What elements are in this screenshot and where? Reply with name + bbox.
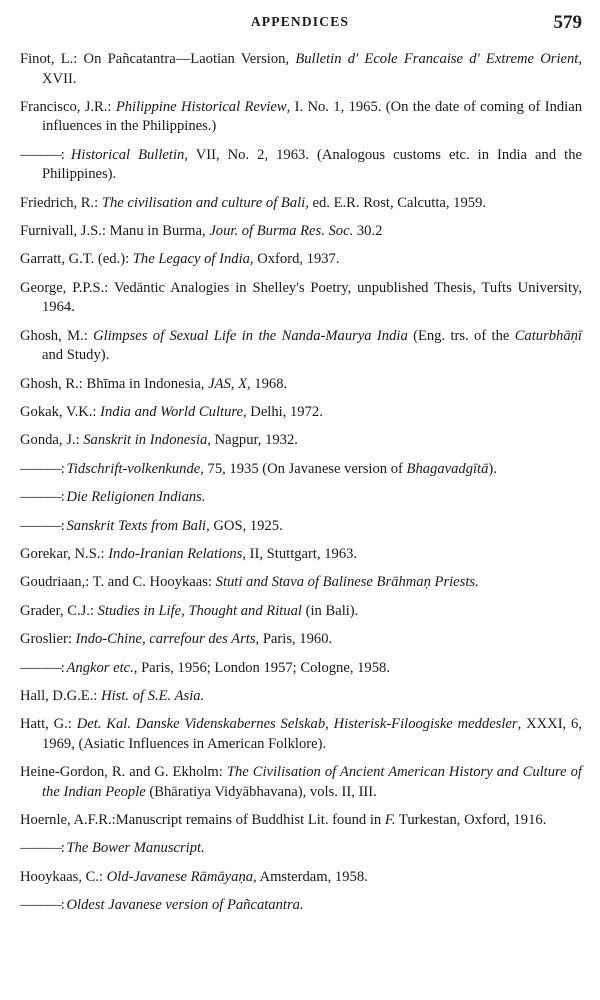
entry-text: (in Bali). xyxy=(301,602,359,619)
bibliography-entry xyxy=(20,763,582,802)
entry-text: Garratt, G.T. (ed.): xyxy=(20,251,133,268)
bibliography-entry xyxy=(20,659,582,679)
entry-text: Ghosh, M.: xyxy=(20,327,94,344)
entry-text: (Eng. trs. of the xyxy=(407,327,515,344)
ditto-dash: ———: xyxy=(20,840,67,857)
entry-title-text: Det. Kal. Danske Videnskabernes Selskab, Histerisk-Filoogiske meddesler xyxy=(76,716,518,733)
entry-title-text: Jour. of Burma Res. Soc. xyxy=(209,223,354,240)
bibliography-entry xyxy=(20,146,582,185)
entry-text: Furnivall, J.S.: Manu in Burma, xyxy=(20,223,210,240)
entry-title-text: Angkor etc. xyxy=(66,659,134,676)
bibliography-entry xyxy=(20,222,582,242)
ditto-dash: ———: xyxy=(20,460,67,477)
entry-title-text: Old-Javanese Rāmāyaṇa xyxy=(106,868,254,885)
entry-title-text: Bhagavadgītā xyxy=(406,460,489,477)
entry-title-text: The Civilisation of Ancient American History and Culture of the Indian People xyxy=(42,764,582,800)
entry-text: (Bhāratiya Vidyābhavana), vols. II, III. xyxy=(145,783,377,800)
entry-text: 30.2 xyxy=(353,223,383,240)
entry-text: , 1968. xyxy=(247,375,288,392)
entry-text: , I. No. 1, 1965. (On the date of coming of Indian influences in the Philippines.) xyxy=(42,98,582,135)
entry-text: ). xyxy=(488,460,497,477)
bibliography-entry xyxy=(20,573,582,593)
page-number: 579 xyxy=(553,12,582,33)
ditto-dash: ———: xyxy=(20,146,71,163)
bibliography-entry xyxy=(20,896,582,916)
entry-text: , ed. E.R. Rost, Calcutta, 1959. xyxy=(305,194,487,211)
entry-text: , Nagpur, 1932. xyxy=(207,432,298,449)
bibliography-entry xyxy=(20,194,582,214)
entry-text: , Delhi, 1972. xyxy=(242,404,323,421)
running-title: APPENDICES xyxy=(250,14,350,29)
bibliography-entry xyxy=(20,403,582,423)
bibliography-entry xyxy=(20,460,582,480)
entry-text: George, P.P.S.: Vedāntic Analogies in Shelley's Poetry, unpublished Thesis, Tufts University, 1964. xyxy=(20,279,582,316)
bibliography-entry xyxy=(20,545,582,565)
entry-title-text: JAS, X xyxy=(208,375,247,392)
entry-title-text: Oldest Javanese version of Pañcatantra. xyxy=(66,897,304,914)
ditto-dash: ———: xyxy=(20,659,67,676)
entry-title-text: The Bower Manuscript. xyxy=(66,840,205,857)
bibliography-entry xyxy=(20,327,582,366)
entry-title-text: Sanskrit in Indonesia xyxy=(83,432,208,449)
bibliography-entry xyxy=(20,488,582,508)
entry-title-text: Philippine Historical Review xyxy=(115,98,287,115)
entry-text: Ghosh, R.: Bhīma in Indonesia, xyxy=(20,375,209,392)
bibliography-entry xyxy=(20,715,582,754)
bibliography-entry xyxy=(20,811,582,831)
entry-title-text: India and World Culture xyxy=(100,404,243,421)
entry-text: Goudriaan,: T. and C. Hooykaas: xyxy=(20,574,216,591)
entry-text: Friedrich, R.: xyxy=(20,194,102,211)
page-header xyxy=(0,12,600,36)
ditto-dash: ———: xyxy=(20,897,67,914)
entry-text: Turkestan, Oxford, 1916. xyxy=(395,812,547,829)
entry-title-text: Tidschrift-volkenkunde xyxy=(66,460,201,477)
entry-title-text: Indo-Iranian Relations xyxy=(108,545,243,562)
entry-text: Francisco, J.R.: xyxy=(20,98,116,115)
bibliography-entry xyxy=(20,50,582,89)
entry-text: Groslier: xyxy=(20,631,76,648)
bibliography-entry xyxy=(20,279,582,318)
entry-title-text: The civilisation and culture of Bali xyxy=(101,194,306,211)
entry-text: , XVII. xyxy=(42,51,582,87)
entry-title-text: Stuti and Stava of Balinese Brāhmaṇ Priests. xyxy=(215,574,479,591)
entry-text: Hooykaas, C.: xyxy=(20,868,107,885)
entry-title-text: Historical Bulletin xyxy=(70,146,185,163)
entry-title-text: Glimpses of Sexual Life in the Nanda-Maurya India xyxy=(93,327,408,344)
entry-text: Hoernle, A.F.R.:Manuscript remains of Buddhist Lit. found in xyxy=(20,812,385,829)
entry-title-text: Indo-Chine, carrefour des Arts xyxy=(75,631,256,648)
entry-text: , Oxford, 1937. xyxy=(249,251,340,268)
entry-text: Heine-Gordon, R. and G. Ekholm: xyxy=(20,764,227,781)
bibliography-entry xyxy=(20,250,582,270)
entry-text: Hatt, G.: xyxy=(20,716,77,733)
entry-title-text: F. xyxy=(384,812,396,829)
entry-text: Gokak, V.K.: xyxy=(20,404,101,421)
bibliography-entry xyxy=(20,630,582,650)
bibliography-entry xyxy=(20,602,582,622)
entry-title-text: Studies in Life, Thought and Ritual xyxy=(97,602,302,619)
entry-text: , VII, No. 2, 1963. (Analogous customs etc. in India and the Philippines). xyxy=(42,146,582,183)
entry-title-text: The Legacy of India xyxy=(132,251,250,268)
ditto-dash: ———: xyxy=(20,517,67,534)
entry-text: Hall, D.G.E.: xyxy=(20,687,102,704)
entry-text: Gonda, J.: xyxy=(20,432,84,449)
entry-text: Grader, C.J.: xyxy=(20,602,98,619)
entry-text: , II, Stuttgart, 1963. xyxy=(242,545,358,562)
entry-text: , XXXI, 6, 1969, (Asiatic Influences in American Folklore). xyxy=(42,716,582,752)
entry-title-text: Bulletin d' Ecole Francaise d' Extreme Orient xyxy=(295,51,579,67)
bibliography-entry xyxy=(20,868,582,888)
bibliography-list xyxy=(20,50,582,925)
entry-text: Gorekar, N.S.: xyxy=(20,545,109,562)
entry-text: Finot, L.: On Pañcatantra—Laotian Version, xyxy=(20,51,296,67)
entry-title-text: Hist. of S.E. Asia. xyxy=(101,687,205,704)
entry-text: , GOS, 1925. xyxy=(206,517,283,534)
bibliography-entry xyxy=(20,839,582,859)
bibliography-entry xyxy=(20,375,582,395)
entry-title-text: Die Religionen Indians. xyxy=(66,489,206,506)
ditto-dash: ———: xyxy=(20,489,67,506)
bibliography-entry xyxy=(20,431,582,451)
entry-text: , 75, 1935 (On Javanese version of xyxy=(200,460,407,477)
bibliography-entry xyxy=(20,98,582,137)
entry-title-text: Caturbhāṇī xyxy=(514,327,582,344)
entry-text: , Paris, 1956; London 1957; Cologne, 1958. xyxy=(133,659,390,676)
entry-text: , Paris, 1960. xyxy=(255,631,333,648)
entry-title-text: Sanskrit Texts from Bali xyxy=(66,517,207,534)
bibliography-entry xyxy=(20,687,582,707)
entry-text: and Study). xyxy=(42,347,110,364)
entry-text: , Amsterdam, 1958. xyxy=(253,868,368,885)
bibliography-entry xyxy=(20,517,582,537)
